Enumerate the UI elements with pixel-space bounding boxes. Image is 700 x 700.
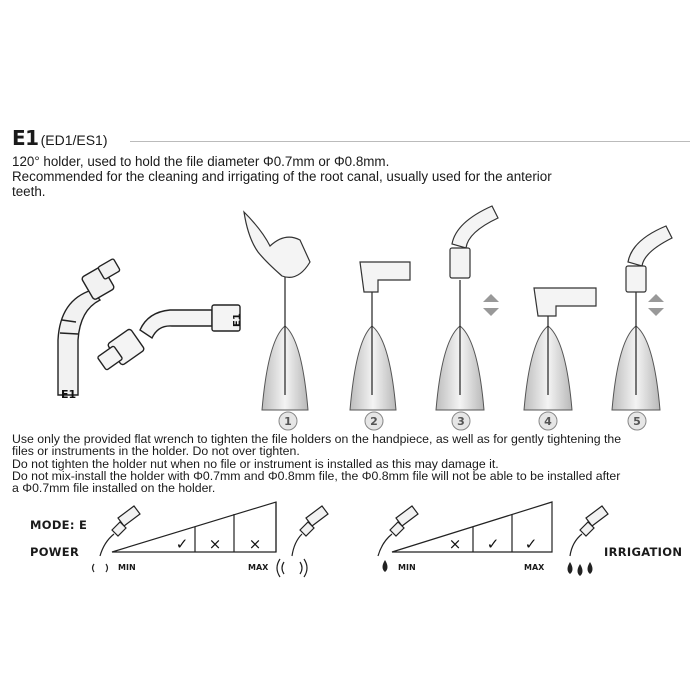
water-drops-high-icon [568, 562, 593, 576]
power-level-mid: × [208, 535, 222, 553]
intro-line-2: Recommended for the cleaning and irrigating of the root canal, usually used for the anterior [12, 169, 552, 184]
tooth-5 [612, 226, 672, 410]
title-row [12, 126, 688, 154]
tooth-1 [244, 212, 310, 410]
vibration-high-icon [277, 559, 307, 577]
usage-notes [12, 433, 696, 494]
note-line: files or instruments in the holder. Do not over tighten. [12, 444, 300, 459]
irrigation-label: IRRIGATION [604, 545, 683, 559]
up-down-arrow-icon [648, 294, 664, 316]
power-max-label: MAX [248, 563, 269, 572]
handpiece-tip-icon [570, 506, 608, 556]
up-down-arrow-icon [483, 294, 499, 316]
product-code: E1 [12, 126, 39, 150]
tip-label: E1 [61, 388, 77, 401]
power-level-high: × [248, 535, 262, 553]
step-number-3: 3 [457, 415, 465, 428]
mode-label: MODE: E [30, 518, 88, 532]
note-line: Use only the provided flat wrench to tighten the file holders on the handpiece, as well as for gently tightening the [12, 432, 622, 446]
power-min-label: MIN [118, 563, 136, 572]
tooth-4 [524, 288, 596, 410]
irrigation-level-mid: ✓ [486, 535, 500, 553]
step-number-2: 2 [370, 415, 378, 428]
title-divider [130, 141, 690, 142]
handpiece-tip-icon [292, 506, 328, 556]
irrigation-level-low: × [448, 535, 462, 553]
step-number-1: 1 [284, 415, 292, 428]
handpiece-tip-icon [100, 506, 140, 556]
step-number-4: 4 [544, 415, 552, 428]
installation-illustration [0, 200, 700, 432]
note-line: a Φ0.7mm file installed on the holder. [12, 481, 216, 496]
vibration-low-icon [93, 564, 108, 572]
holder-side-image [97, 305, 240, 370]
tooth-2 [350, 262, 410, 410]
holder-tip-image [58, 258, 120, 395]
product-variants: (ED1/ES1) [40, 132, 108, 148]
intro-line-1: 120° holder, used to hold the file diameter Φ0.7mm or Φ0.8mm. [12, 154, 390, 169]
irrigation-max-label: MAX [524, 563, 545, 572]
power-level-low: ✓ [175, 535, 189, 553]
power-label: POWER [30, 545, 80, 559]
settings-diagram [0, 500, 700, 580]
water-drop-low-icon [383, 560, 388, 572]
irrigation-min-label: MIN [398, 563, 416, 572]
side-label: E1 [232, 313, 243, 327]
handpiece-tip-icon [378, 506, 418, 556]
step-number-5: 5 [633, 415, 641, 428]
step-circles [279, 412, 646, 430]
irrigation-level-high: ✓ [524, 535, 538, 553]
note-line: Do not tighten the holder nut when no file or instrument is installed as this may damage it. [12, 456, 499, 471]
intro-line-3: teeth. [12, 184, 46, 199]
note-line: Do not mix-install the holder with Φ0.7mm and Φ0.8mm file, the Φ0.8mm file will not be able to be installed after [12, 468, 621, 483]
